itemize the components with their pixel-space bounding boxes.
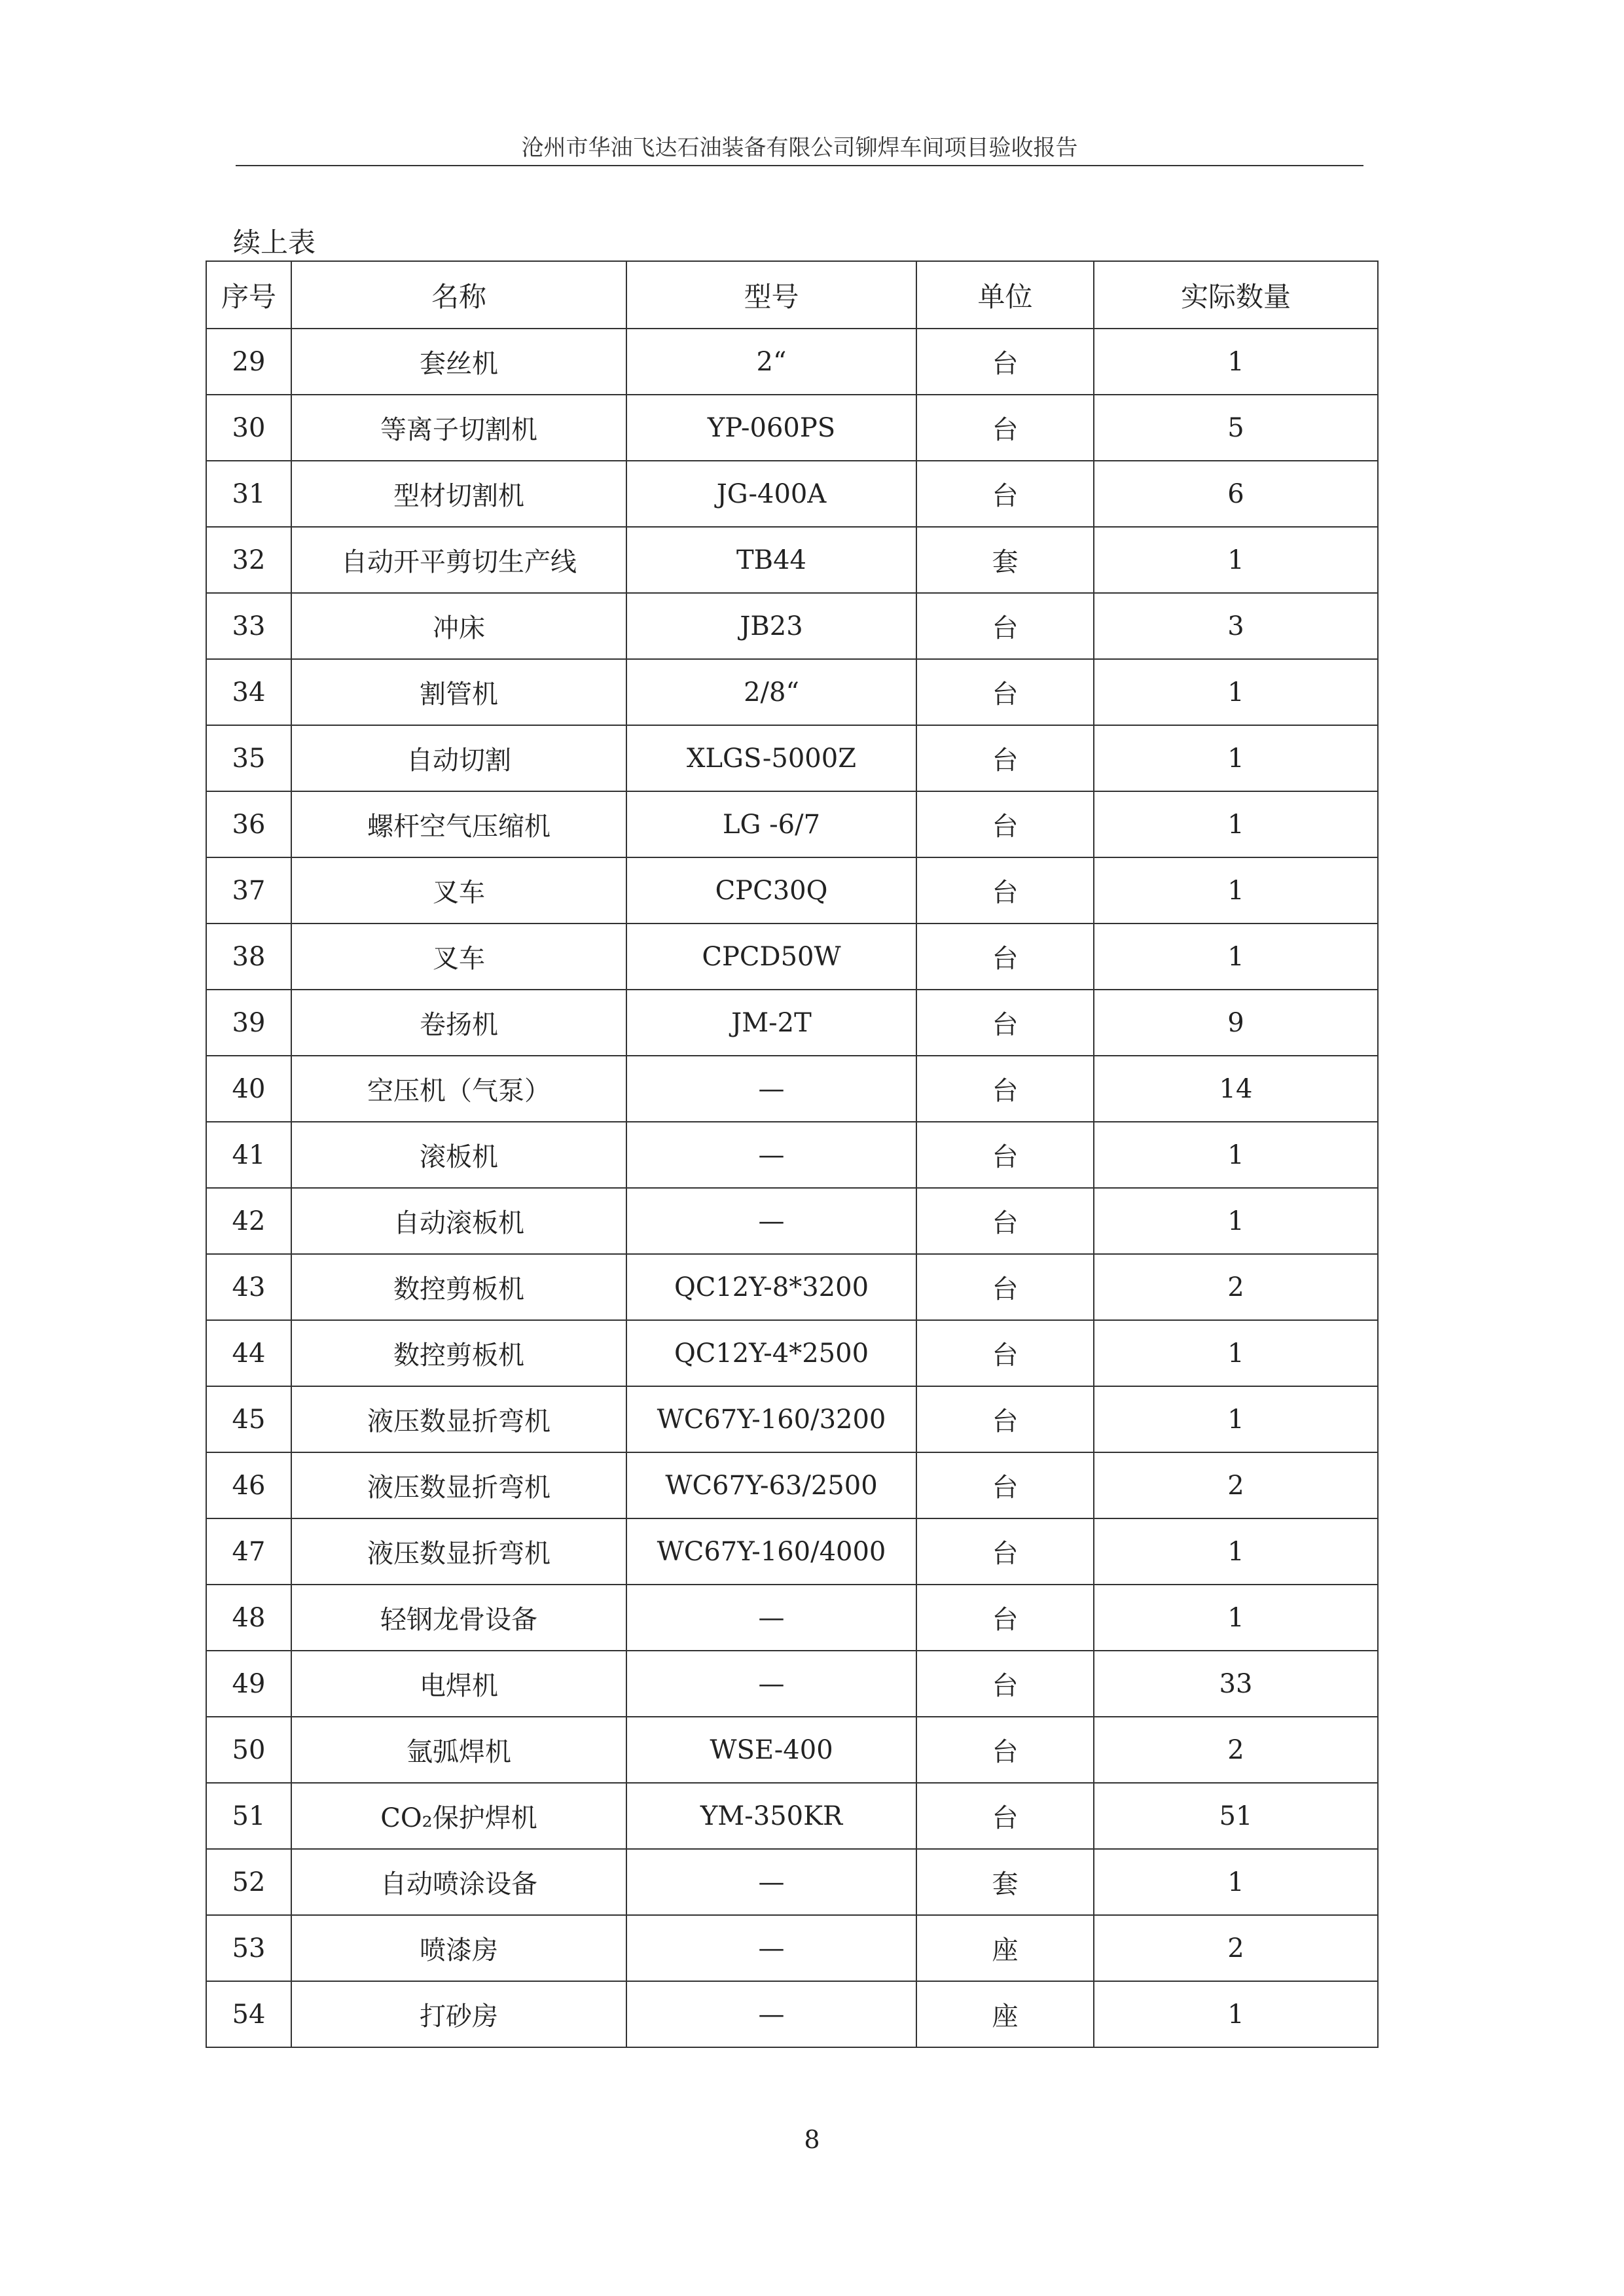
unit-cell: 台	[916, 593, 1094, 659]
unit-cell: 台	[916, 1585, 1094, 1651]
equipment-name-cell: 叉车	[291, 857, 626, 924]
quantity-cell: 5	[1094, 395, 1378, 461]
model-cell: QC12Y-8*3200	[626, 1254, 916, 1320]
unit-cell: 台	[916, 1452, 1094, 1518]
quantity-cell: 6	[1094, 461, 1378, 527]
equipment-name-cell: 轻钢龙骨设备	[291, 1585, 626, 1651]
table-row	[206, 329, 1378, 395]
equipment-name-cell: 套丝机	[291, 329, 626, 395]
row-number-cell: 49	[206, 1651, 291, 1717]
continuation-label: 续上表	[233, 226, 316, 259]
equipment-name-cell: 液压数显折弯机	[291, 1386, 626, 1452]
unit-cell: 台	[916, 1386, 1094, 1452]
table-row	[206, 1386, 1378, 1452]
table-row	[206, 1849, 1378, 1915]
table-row	[206, 1188, 1378, 1254]
model-cell: JM-2T	[626, 990, 916, 1056]
equipment-name-cell: 电焊机	[291, 1651, 626, 1717]
table-row	[206, 1254, 1378, 1320]
equipment-name-cell: CO₂保护焊机	[291, 1783, 626, 1849]
quantity-cell: 1	[1094, 924, 1378, 990]
equipment-name-cell: 自动切割	[291, 725, 626, 791]
equipment-table	[206, 260, 1379, 2048]
page-number: 8	[804, 2125, 820, 2154]
model-cell: JG-400A	[626, 461, 916, 527]
table-row	[206, 1056, 1378, 1122]
equipment-name-cell: 打砂房	[291, 1981, 626, 2047]
quantity-cell: 2	[1094, 1452, 1378, 1518]
quantity-cell: 1	[1094, 1386, 1378, 1452]
row-number-cell: 48	[206, 1585, 291, 1651]
unit-cell: 套	[916, 1849, 1094, 1915]
table-row	[206, 1783, 1378, 1849]
quantity-cell: 51	[1094, 1783, 1378, 1849]
row-number-cell: 54	[206, 1981, 291, 2047]
header-divider	[236, 165, 1363, 166]
row-number-cell: 51	[206, 1783, 291, 1849]
unit-cell: 台	[916, 857, 1094, 924]
model-cell: QC12Y-4*2500	[626, 1320, 916, 1386]
unit-cell: 台	[916, 1320, 1094, 1386]
row-number-cell: 44	[206, 1320, 291, 1386]
quantity-cell: 1	[1094, 1585, 1378, 1651]
quantity-cell: 3	[1094, 593, 1378, 659]
model-cell: XLGS-5000Z	[626, 725, 916, 791]
quantity-cell: 1	[1094, 857, 1378, 924]
equipment-name-cell: 液压数显折弯机	[291, 1452, 626, 1518]
row-number-cell: 41	[206, 1122, 291, 1188]
table-row	[206, 395, 1378, 461]
model-cell: —	[626, 1585, 916, 1651]
row-number-cell: 36	[206, 791, 291, 857]
model-cell: WC67Y-160/3200	[626, 1386, 916, 1452]
model-cell: WSE-400	[626, 1717, 916, 1783]
model-cell: YP-060PS	[626, 395, 916, 461]
unit-cell: 台	[916, 329, 1094, 395]
table-body	[206, 329, 1378, 2047]
table-row	[206, 461, 1378, 527]
unit-cell: 台	[916, 461, 1094, 527]
equipment-name-cell: 氩弧焊机	[291, 1717, 626, 1783]
quantity-cell: 1	[1094, 725, 1378, 791]
page-header-title: 沧州市华油飞达石油装备有限公司铆焊车间项目验收报告	[521, 135, 1078, 161]
unit-cell: 套	[916, 527, 1094, 593]
row-number-cell: 40	[206, 1056, 291, 1122]
quantity-cell: 1	[1094, 1320, 1378, 1386]
unit-cell: 座	[916, 1981, 1094, 2047]
quantity-cell: 14	[1094, 1056, 1378, 1122]
model-cell: YM-350KR	[626, 1783, 916, 1849]
row-number-cell: 34	[206, 659, 291, 725]
unit-cell: 台	[916, 1254, 1094, 1320]
model-cell: TB44	[626, 527, 916, 593]
table-header-row	[206, 261, 1378, 329]
model-cell: —	[626, 1188, 916, 1254]
quantity-cell: 1	[1094, 1122, 1378, 1188]
table-row	[206, 924, 1378, 990]
row-number-cell: 42	[206, 1188, 291, 1254]
model-cell: 2“	[626, 329, 916, 395]
equipment-name-cell: 割管机	[291, 659, 626, 725]
row-number-cell: 29	[206, 329, 291, 395]
equipment-name-cell: 叉车	[291, 924, 626, 990]
row-number-cell: 35	[206, 725, 291, 791]
equipment-name-cell: 等离子切割机	[291, 395, 626, 461]
row-number-cell: 52	[206, 1849, 291, 1915]
table-row	[206, 1981, 1378, 2047]
model-cell: CPC30Q	[626, 857, 916, 924]
table-row	[206, 1122, 1378, 1188]
row-number-cell: 39	[206, 990, 291, 1056]
unit-cell: 台	[916, 1651, 1094, 1717]
unit-cell: 台	[916, 791, 1094, 857]
unit-cell: 台	[916, 1188, 1094, 1254]
row-number-cell: 50	[206, 1717, 291, 1783]
table-row	[206, 659, 1378, 725]
model-cell: JB23	[626, 593, 916, 659]
column-header-model: 型号	[626, 261, 916, 329]
equipment-name-cell: 自动滚板机	[291, 1188, 626, 1254]
table-row	[206, 1320, 1378, 1386]
quantity-cell: 9	[1094, 990, 1378, 1056]
quantity-cell: 2	[1094, 1717, 1378, 1783]
unit-cell: 台	[916, 725, 1094, 791]
unit-cell: 台	[916, 1122, 1094, 1188]
row-number-cell: 33	[206, 593, 291, 659]
column-header-quantity: 实际数量	[1094, 261, 1378, 329]
unit-cell: 座	[916, 1915, 1094, 1981]
row-number-cell: 31	[206, 461, 291, 527]
table-row	[206, 1452, 1378, 1518]
quantity-cell: 1	[1094, 1849, 1378, 1915]
quantity-cell: 33	[1094, 1651, 1378, 1717]
table-row	[206, 1585, 1378, 1651]
table-row	[206, 1717, 1378, 1783]
model-cell: —	[626, 1981, 916, 2047]
model-cell: —	[626, 1849, 916, 1915]
equipment-name-cell: 液压数显折弯机	[291, 1518, 626, 1585]
equipment-name-cell: 自动开平剪切生产线	[291, 527, 626, 593]
table-row	[206, 791, 1378, 857]
unit-cell: 台	[916, 659, 1094, 725]
row-number-cell: 43	[206, 1254, 291, 1320]
equipment-name-cell: 喷漆房	[291, 1915, 626, 1981]
table-row	[206, 857, 1378, 924]
row-number-cell: 32	[206, 527, 291, 593]
quantity-cell: 1	[1094, 1188, 1378, 1254]
quantity-cell: 1	[1094, 1518, 1378, 1585]
table-row	[206, 1651, 1378, 1717]
unit-cell: 台	[916, 1056, 1094, 1122]
table-row	[206, 990, 1378, 1056]
equipment-name-cell: 卷扬机	[291, 990, 626, 1056]
row-number-cell: 38	[206, 924, 291, 990]
equipment-name-cell: 空压机（气泵）	[291, 1056, 626, 1122]
row-number-cell: 30	[206, 395, 291, 461]
model-cell: CPCD50W	[626, 924, 916, 990]
row-number-cell: 53	[206, 1915, 291, 1981]
model-cell: —	[626, 1056, 916, 1122]
row-number-cell: 46	[206, 1452, 291, 1518]
column-header-unit: 单位	[916, 261, 1094, 329]
quantity-cell: 2	[1094, 1254, 1378, 1320]
equipment-name-cell: 滚板机	[291, 1122, 626, 1188]
model-cell: LG -6/7	[626, 791, 916, 857]
unit-cell: 台	[916, 1783, 1094, 1849]
unit-cell: 台	[916, 1518, 1094, 1585]
model-cell: —	[626, 1122, 916, 1188]
equipment-name-cell: 冲床	[291, 593, 626, 659]
unit-cell: 台	[916, 1717, 1094, 1783]
model-cell: 2/8“	[626, 659, 916, 725]
row-number-cell: 45	[206, 1386, 291, 1452]
model-cell: —	[626, 1915, 916, 1981]
model-cell: WC67Y-63/2500	[626, 1452, 916, 1518]
table-row	[206, 593, 1378, 659]
quantity-cell: 1	[1094, 329, 1378, 395]
equipment-name-cell: 自动喷涂设备	[291, 1849, 626, 1915]
column-header-no: 序号	[206, 261, 291, 329]
equipment-name-cell: 数控剪板机	[291, 1320, 626, 1386]
quantity-cell: 1	[1094, 1981, 1378, 2047]
column-header-name: 名称	[291, 261, 626, 329]
table-row	[206, 1915, 1378, 1981]
equipment-name-cell: 型材切割机	[291, 461, 626, 527]
unit-cell: 台	[916, 395, 1094, 461]
unit-cell: 台	[916, 924, 1094, 990]
table-row	[206, 1518, 1378, 1585]
unit-cell: 台	[916, 990, 1094, 1056]
equipment-name-cell: 螺杆空气压缩机	[291, 791, 626, 857]
row-number-cell: 37	[206, 857, 291, 924]
quantity-cell: 1	[1094, 791, 1378, 857]
table-row	[206, 725, 1378, 791]
quantity-cell: 1	[1094, 659, 1378, 725]
equipment-name-cell: 数控剪板机	[291, 1254, 626, 1320]
quantity-cell: 1	[1094, 527, 1378, 593]
model-cell: WC67Y-160/4000	[626, 1518, 916, 1585]
row-number-cell: 47	[206, 1518, 291, 1585]
table-row	[206, 527, 1378, 593]
quantity-cell: 2	[1094, 1915, 1378, 1981]
model-cell: —	[626, 1651, 916, 1717]
